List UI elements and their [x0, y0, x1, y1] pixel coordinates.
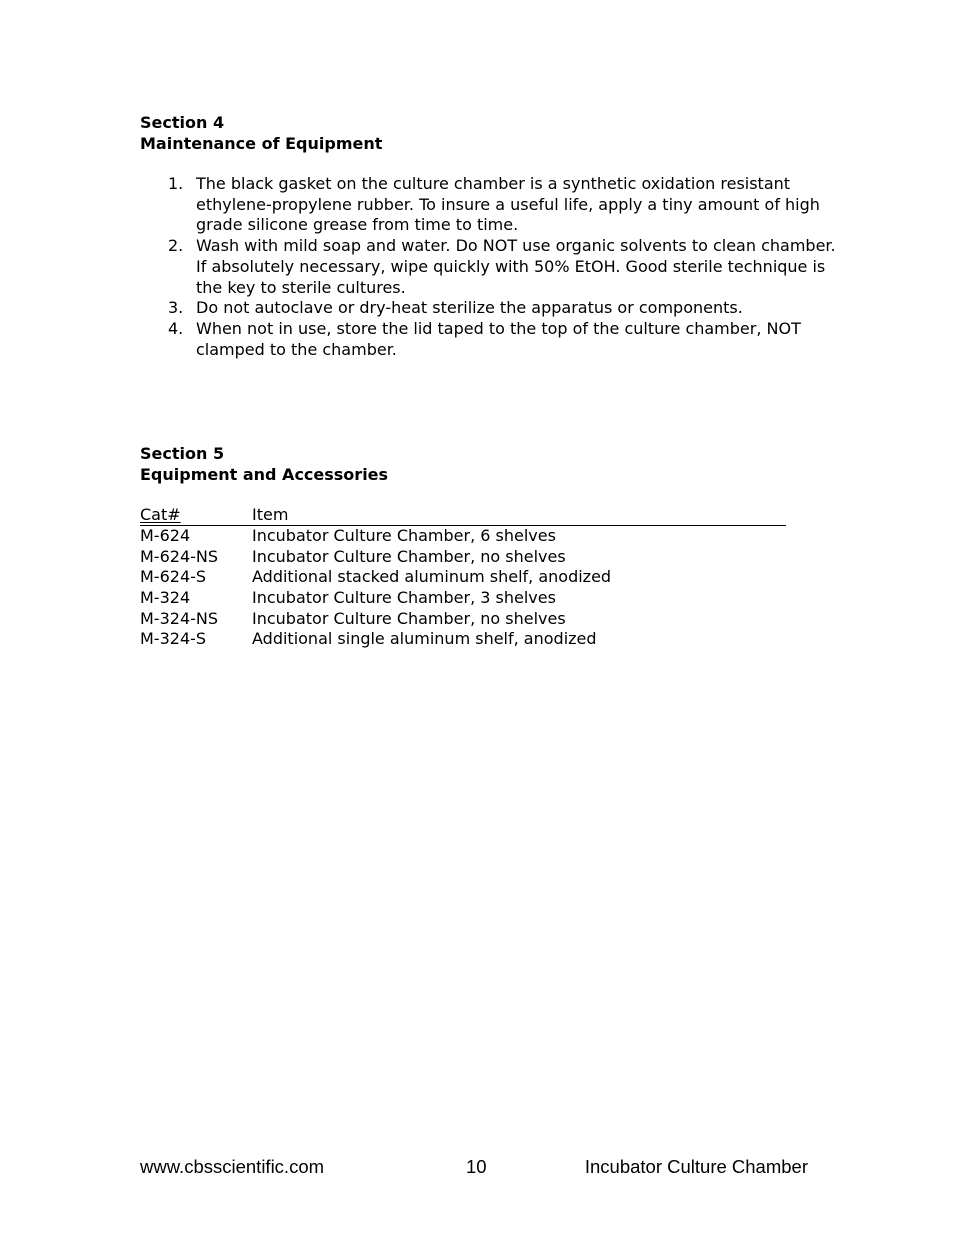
- table-body: [140, 526, 786, 650]
- item-description-cell: Additional single aluminum shelf, anodized: [252, 629, 597, 649]
- list-item: [140, 298, 820, 319]
- item-description-cell: Additional stacked aluminum shelf, anodized: [252, 567, 612, 587]
- section-5-title: Equipment and Accessories: [140, 465, 389, 484]
- item-description-cell: Incubator Culture Chamber, 3 shelves: [252, 588, 556, 608]
- footer-document-title: Incubator Culture Chamber: [584, 1156, 808, 1177]
- section-5-heading: [140, 443, 388, 485]
- maintenance-list: [140, 174, 836, 360]
- list-item-number: 2.: [168, 236, 184, 256]
- list-item-line: clamped to the chamber.: [196, 339, 397, 359]
- footer-website: www.cbsscientific.com: [140, 1156, 325, 1177]
- table-row: [140, 547, 786, 568]
- list-item-line: grade silicone grease from time to time.: [196, 215, 519, 235]
- page-footer: [140, 1155, 808, 1179]
- section-5-number: Section 5: [140, 444, 225, 463]
- cat-number-cell: M-324: [140, 588, 191, 608]
- cat-number-cell: M-624-S: [140, 567, 207, 587]
- list-item-line: the key to sterile cultures.: [196, 277, 406, 297]
- list-item-line: When not in use, store the lid taped to the top of the culture chamber, NOT: [196, 318, 801, 338]
- table-header-cat: Cat#: [140, 505, 181, 524]
- accessories-table: [140, 505, 786, 650]
- item-description-cell: Incubator Culture Chamber, no shelves: [252, 546, 566, 566]
- cat-number-cell: M-324-NS: [140, 608, 219, 628]
- table-row: [140, 567, 786, 588]
- cat-number-cell: M-324-S: [140, 629, 207, 649]
- list-item: [140, 236, 836, 298]
- cat-number-cell: M-624: [140, 526, 191, 545]
- table-row: [140, 588, 786, 609]
- section-4-title: Maintenance of Equipment: [140, 134, 383, 153]
- list-item-line: The black gasket on the culture chamber is a synthetic oxidation resistant: [196, 174, 791, 193]
- list-item-number: 4.: [168, 318, 184, 338]
- item-description-cell: Incubator Culture Chamber, no shelves: [252, 608, 566, 628]
- list-item-line: ethylene-propylene rubber. To insure a useful life, apply a tiny amount of high: [196, 194, 820, 214]
- list-item-line: If absolutely necessary, wipe quickly with 50% EtOH. Good sterile technique is: [196, 256, 826, 276]
- list-item-line: Do not autoclave or dry-heat sterilize the apparatus or components.: [196, 298, 743, 318]
- table-row: [140, 609, 786, 630]
- cat-number-cell: M-624-NS: [140, 546, 219, 566]
- section-4-heading: [140, 112, 382, 154]
- list-item-number: 1.: [168, 174, 184, 193]
- table-header-item: Item: [252, 505, 289, 524]
- table-row: [140, 629, 786, 650]
- footer-page-number: 10: [466, 1156, 487, 1177]
- table-row: [140, 526, 786, 547]
- section-4-number: Section 4: [140, 113, 225, 132]
- item-description-cell: Incubator Culture Chamber, 6 shelves: [252, 526, 556, 545]
- list-item: [140, 174, 820, 236]
- list-item-number: 3.: [168, 298, 184, 318]
- table-header-row: [140, 505, 786, 526]
- list-item-line: Wash with mild soap and water. Do NOT use organic solvents to clean chamber.: [196, 236, 836, 256]
- list-item: [140, 319, 820, 360]
